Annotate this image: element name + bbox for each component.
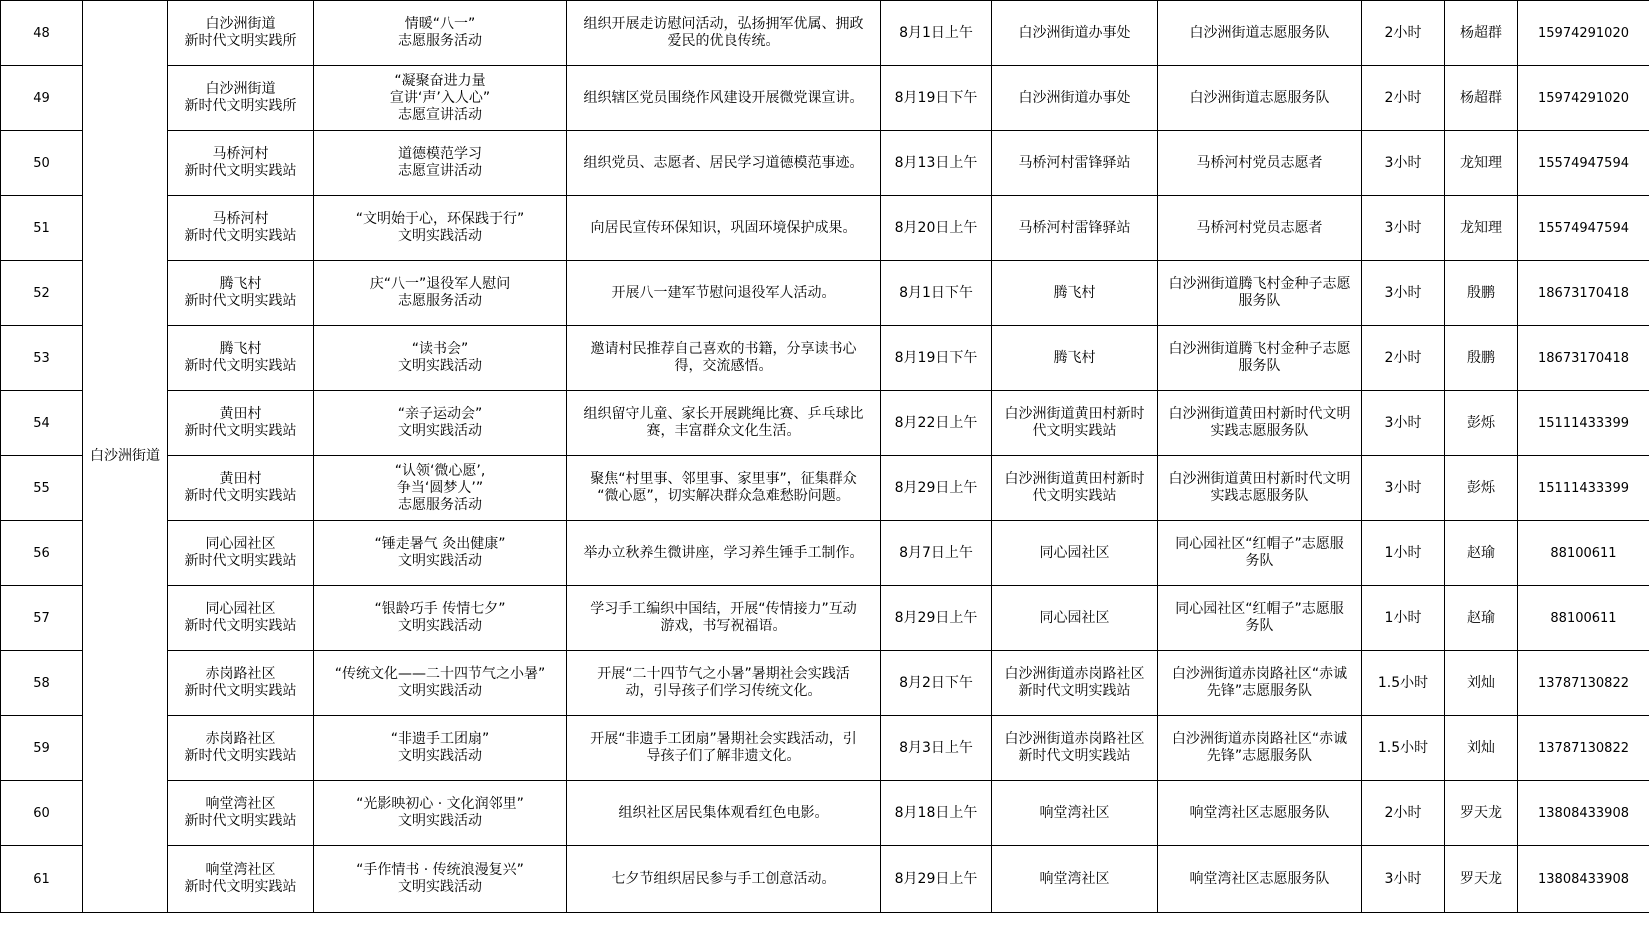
team-cell-line: 响堂湾社区志愿服务队	[1189, 870, 1330, 887]
table-row	[1, 456, 1649, 521]
place-cell	[992, 66, 1158, 131]
content-cell-line: 动，引导孩子们学习传统文化。	[625, 683, 822, 699]
theme-cell	[314, 66, 567, 131]
site-cell-line: 新时代文明实践站	[184, 683, 297, 699]
content-cell	[567, 391, 881, 456]
time-cell: 8月13日上午	[881, 131, 992, 196]
site-cell-line: 马桥河村	[212, 211, 269, 227]
row-number-cell: 56	[1, 521, 83, 586]
content-cell	[567, 716, 881, 781]
theme-cell	[314, 261, 567, 326]
content-cell-line: 开展“非遗手工团扇”暑期社会实践活动，引	[590, 731, 857, 747]
content-cell	[567, 196, 881, 261]
content-cell-line: “微心愿”，切实解决群众急难愁盼问题。	[597, 488, 850, 504]
site-cell-line: 赤岗路社区	[205, 731, 276, 747]
duration-cell: 3小时	[1362, 846, 1445, 913]
content-cell	[567, 326, 881, 391]
row-number-cell: 49	[1, 66, 83, 131]
site-cell-line: 新时代文明实践站	[184, 228, 297, 244]
place-cell-line: 白沙洲街道黄田村新时	[1004, 406, 1145, 422]
time-cell: 8月18日上午	[881, 781, 992, 846]
theme-cell-line: 争当‘圆梦人’”	[396, 479, 484, 496]
place-cell-line: 白沙洲街道黄田村新时	[1004, 471, 1145, 487]
table-row	[1, 521, 1649, 586]
theme-cell	[314, 586, 567, 651]
theme-cell	[314, 391, 567, 456]
team-cell-line: 响堂湾社区志愿服务队	[1189, 804, 1330, 821]
time-cell: 8月1日上午	[881, 1, 992, 66]
time-cell: 8月19日下午	[881, 326, 992, 391]
content-cell-line: 开展八一建军节慰问退役军人活动。	[611, 284, 836, 301]
content-cell-line: 组织辖区党员围绕作风建设开展微党课宣讲。	[583, 89, 864, 106]
content-cell-line: 得，交流感悟。	[674, 358, 773, 374]
district-cell: 白沙洲街道	[83, 1, 168, 913]
time-cell: 8月19日下午	[881, 66, 992, 131]
content-cell-line: 学习手工编织中国结，开展“传情接力”互动	[590, 601, 857, 617]
place-cell	[992, 196, 1158, 261]
content-cell	[567, 456, 881, 521]
contact-cell: 刘灿	[1445, 651, 1518, 716]
place-cell	[992, 261, 1158, 326]
site-cell-line: 赤岗路社区	[205, 666, 276, 682]
content-cell-line: 组织社区居民集体观看红色电影。	[618, 804, 829, 821]
theme-cell-line: 文明实践活动	[398, 813, 482, 829]
place-cell	[992, 456, 1158, 521]
place-cell	[992, 716, 1158, 781]
site-cell	[168, 131, 314, 196]
site-cell	[168, 326, 314, 391]
theme-cell	[314, 716, 567, 781]
site-cell-line: 白沙洲街道	[205, 16, 276, 32]
team-cell	[1158, 586, 1362, 651]
theme-cell	[314, 651, 567, 716]
theme-cell-line: 志愿服务活动	[398, 496, 482, 513]
team-cell	[1158, 261, 1362, 326]
theme-cell-line: “非遗手工团扇”	[390, 731, 490, 747]
theme-cell-line: 志愿服务活动	[398, 293, 482, 309]
team-cell	[1158, 651, 1362, 716]
row-number-cell: 51	[1, 196, 83, 261]
place-cell	[992, 1, 1158, 66]
theme-cell-line: 文明实践活动	[398, 618, 482, 634]
content-cell-line: 游戏，书写祝福语。	[660, 618, 787, 634]
theme-cell-line: “文明始于心，环保践于行”	[355, 211, 525, 227]
place-cell-line: 白沙洲街道办事处	[1018, 89, 1131, 106]
site-cell-line: 新时代文明实践站	[184, 358, 297, 374]
team-cell-line: 同心园社区“红帽子”志愿服	[1175, 601, 1344, 617]
theme-cell	[314, 326, 567, 391]
time-cell: 8月29日上午	[881, 846, 992, 913]
table-row	[1, 196, 1649, 261]
theme-cell-line: “银龄巧手 传情七夕”	[374, 601, 506, 617]
site-cell-line: 马桥河村	[212, 146, 269, 162]
team-cell-line: 同心园社区“红帽子”志愿服	[1175, 536, 1344, 552]
duration-cell: 2小时	[1362, 1, 1445, 66]
table-row	[1, 1, 1649, 66]
place-cell	[992, 326, 1158, 391]
team-cell-line: 白沙洲街道腾飞村金种子志愿	[1168, 341, 1351, 357]
theme-cell	[314, 521, 567, 586]
theme-cell-line: 庆“八一”退役军人慰问	[369, 276, 511, 292]
team-cell-line: 白沙洲街道黄田村新时代文明	[1168, 406, 1351, 422]
theme-cell	[314, 456, 567, 521]
theme-cell-line: “读书会”	[411, 341, 469, 357]
team-cell-line: 白沙洲街道腾飞村金种子志愿	[1168, 276, 1351, 292]
row-number-cell: 53	[1, 326, 83, 391]
team-cell-line: 务队	[1245, 618, 1274, 634]
site-cell	[168, 716, 314, 781]
contact-cell: 殷鹏	[1445, 326, 1518, 391]
contact-cell: 彭烁	[1445, 391, 1518, 456]
table-row	[1, 131, 1649, 196]
duration-cell: 1小时	[1362, 586, 1445, 651]
place-cell-line: 腾飞村	[1053, 284, 1096, 301]
content-cell-line: 组织开展走访慰问活动，弘扬拥军优属、拥政	[583, 16, 864, 32]
site-cell-line: 腾飞村	[219, 341, 262, 357]
duration-cell: 3小时	[1362, 456, 1445, 521]
theme-cell-line: “光影映初心 · 文化润邻里”	[356, 796, 524, 812]
contact-cell: 杨超群	[1445, 66, 1518, 131]
content-cell	[567, 846, 881, 913]
site-cell-line: 响堂湾社区	[205, 796, 276, 812]
site-cell-line: 响堂湾社区	[205, 862, 276, 878]
team-cell-line: 白沙洲街道志愿服务队	[1189, 89, 1330, 106]
contact-cell: 龙知理	[1445, 131, 1518, 196]
place-cell	[992, 391, 1158, 456]
table-row	[1, 391, 1649, 456]
time-cell: 8月20日上午	[881, 196, 992, 261]
site-cell	[168, 391, 314, 456]
contact-cell: 罗天龙	[1445, 846, 1518, 913]
site-cell	[168, 521, 314, 586]
duration-cell: 1小时	[1362, 521, 1445, 586]
team-cell	[1158, 131, 1362, 196]
theme-cell-line: 文明实践活动	[398, 748, 482, 764]
content-cell-line: 开展“二十四节气之小暑”暑期社会实践活	[597, 666, 850, 682]
row-number-cell: 55	[1, 456, 83, 521]
table-row	[1, 781, 1649, 846]
team-cell	[1158, 326, 1362, 391]
place-cell	[992, 651, 1158, 716]
content-cell	[567, 66, 881, 131]
team-cell	[1158, 456, 1362, 521]
team-cell-line: 服务队	[1238, 358, 1281, 374]
team-cell	[1158, 521, 1362, 586]
theme-cell-line: 志愿宣讲活动	[398, 106, 482, 123]
phone-cell: 18673170418	[1518, 326, 1649, 391]
content-cell-line: 导孩子们了解非遗文化。	[646, 748, 801, 764]
content-cell-line: 组织留守儿童、家长开展跳绳比赛、乒乓球比	[583, 406, 864, 422]
theme-cell-line: 文明实践活动	[398, 228, 482, 244]
duration-cell: 1.5小时	[1362, 716, 1445, 781]
theme-cell-line: “亲子运动会”	[397, 406, 483, 422]
table-row	[1, 716, 1649, 781]
table-row	[1, 586, 1649, 651]
content-cell-line: 赛，丰富群众文化生活。	[646, 423, 801, 439]
contact-cell: 彭烁	[1445, 456, 1518, 521]
site-cell-line: 同心园社区	[205, 601, 276, 617]
site-cell-line: 新时代文明实践站	[184, 488, 297, 504]
place-cell-line: 代文明实践站	[1032, 423, 1117, 439]
team-cell	[1158, 66, 1362, 131]
contact-cell: 殷鹏	[1445, 261, 1518, 326]
phone-cell: 15574947594	[1518, 131, 1649, 196]
place-cell	[992, 781, 1158, 846]
site-cell-line: 新时代文明实践站	[184, 423, 297, 439]
theme-cell-line: “手作情书 · 传统浪漫复兴”	[356, 862, 524, 878]
team-cell	[1158, 781, 1362, 846]
theme-cell	[314, 131, 567, 196]
content-cell	[567, 651, 881, 716]
team-cell-line: 马桥河村党员志愿者	[1196, 219, 1323, 236]
site-cell-line: 腾飞村	[219, 276, 262, 292]
table-row	[1, 66, 1649, 131]
site-cell	[168, 586, 314, 651]
phone-cell: 13787130822	[1518, 651, 1649, 716]
phone-cell: 88100611	[1518, 521, 1649, 586]
row-number-cell: 54	[1, 391, 83, 456]
row-number-cell: 58	[1, 651, 83, 716]
theme-cell-line: “凝聚奋进力量	[394, 72, 486, 89]
content-cell-line: 组织党员、志愿者、居民学习道德模范事迹。	[583, 154, 864, 171]
time-cell: 8月22日上午	[881, 391, 992, 456]
phone-cell: 15111433399	[1518, 456, 1649, 521]
phone-cell: 15974291020	[1518, 66, 1649, 131]
place-cell-line: 腾飞村	[1053, 349, 1096, 366]
row-number-cell: 57	[1, 586, 83, 651]
content-cell-line: 邀请村民推荐自己喜欢的书籍，分享读书心	[590, 341, 857, 357]
row-number-cell: 60	[1, 781, 83, 846]
time-cell: 8月3日上午	[881, 716, 992, 781]
team-cell-line: 实践志愿服务队	[1210, 488, 1309, 504]
content-cell-line: 爱民的优良传统。	[667, 33, 780, 49]
site-cell-line: 新时代文明实践站	[184, 879, 297, 895]
theme-cell	[314, 781, 567, 846]
site-cell-line: 新时代文明实践所	[184, 98, 297, 114]
table-row	[1, 261, 1649, 326]
phone-cell: 15574947594	[1518, 196, 1649, 261]
duration-cell: 3小时	[1362, 261, 1445, 326]
team-cell-line: 务队	[1245, 553, 1274, 569]
site-cell-line: 同心园社区	[205, 536, 276, 552]
content-cell	[567, 131, 881, 196]
site-cell-line: 黄田村	[219, 406, 262, 422]
phone-cell: 13787130822	[1518, 716, 1649, 781]
contact-cell: 罗天龙	[1445, 781, 1518, 846]
site-cell	[168, 1, 314, 66]
phone-cell: 88100611	[1518, 586, 1649, 651]
row-number-cell: 52	[1, 261, 83, 326]
content-cell-line: 七夕节组织居民参与手工创意活动。	[611, 870, 836, 887]
theme-cell-line: “认领‘微心愿’,	[394, 462, 486, 479]
table-row	[1, 326, 1649, 391]
team-cell	[1158, 196, 1362, 261]
team-cell	[1158, 391, 1362, 456]
place-cell-line: 马桥河村雷锋驿站	[1018, 154, 1131, 171]
place-cell-line: 新时代文明实践站	[1018, 748, 1131, 764]
contact-cell: 龙知理	[1445, 196, 1518, 261]
table-row	[1, 651, 1649, 716]
theme-cell-line: 道德模范学习	[398, 146, 482, 162]
content-cell-line: 举办立秋养生微讲座，学习养生锤手工制作。	[583, 544, 864, 561]
theme-cell-line: 文明实践活动	[398, 358, 482, 374]
content-cell	[567, 586, 881, 651]
team-cell-line: 先锋”志愿服务队	[1206, 683, 1313, 699]
content-cell	[567, 1, 881, 66]
site-cell	[168, 456, 314, 521]
place-cell	[992, 846, 1158, 913]
place-cell-line: 同心园社区	[1039, 544, 1110, 561]
site-cell-line: 新时代文明实践站	[184, 293, 297, 309]
theme-cell	[314, 1, 567, 66]
theme-cell-line: 志愿服务活动	[398, 33, 482, 49]
site-cell-line: 新时代文明实践站	[184, 553, 297, 569]
duration-cell: 3小时	[1362, 131, 1445, 196]
team-cell-line: 白沙洲街道志愿服务队	[1189, 24, 1330, 41]
theme-cell-line: “锤走暑气 灸出健康”	[374, 536, 506, 552]
duration-cell: 1.5小时	[1362, 651, 1445, 716]
phone-cell: 13808433908	[1518, 781, 1649, 846]
duration-cell: 2小时	[1362, 781, 1445, 846]
theme-cell-line: 宣讲‘声’入人心”	[389, 89, 491, 106]
site-cell	[168, 846, 314, 913]
place-cell	[992, 586, 1158, 651]
row-number-cell: 61	[1, 846, 83, 913]
place-cell-line: 同心园社区	[1039, 609, 1110, 626]
site-cell	[168, 196, 314, 261]
site-cell	[168, 651, 314, 716]
phone-cell: 13808433908	[1518, 846, 1649, 913]
content-cell	[567, 261, 881, 326]
place-cell-line: 马桥河村雷锋驿站	[1018, 219, 1131, 236]
place-cell-line: 新时代文明实践站	[1018, 683, 1131, 699]
theme-cell-line: 文明实践活动	[398, 423, 482, 439]
contact-cell: 赵瑜	[1445, 521, 1518, 586]
time-cell: 8月29日上午	[881, 586, 992, 651]
time-cell: 8月2日下午	[881, 651, 992, 716]
table-row	[1, 846, 1649, 913]
duration-cell: 3小时	[1362, 196, 1445, 261]
team-cell-line: 先锋”志愿服务队	[1206, 748, 1313, 764]
site-cell-line: 新时代文明实践站	[184, 618, 297, 634]
site-cell-line: 黄田村	[219, 471, 262, 487]
site-cell-line: 新时代文明实践站	[184, 163, 297, 179]
place-cell-line: 响堂湾社区	[1039, 804, 1110, 821]
site-cell-line: 白沙洲街道	[205, 81, 276, 97]
team-cell-line: 白沙洲街道黄田村新时代文明	[1168, 471, 1351, 487]
contact-cell: 杨超群	[1445, 1, 1518, 66]
content-cell	[567, 781, 881, 846]
theme-cell-line: 文明实践活动	[398, 879, 482, 895]
team-cell	[1158, 1, 1362, 66]
duration-cell: 3小时	[1362, 391, 1445, 456]
team-cell-line: 白沙洲街道赤岗路社区“赤诚	[1171, 666, 1348, 682]
team-cell-line: 实践志愿服务队	[1210, 423, 1309, 439]
place-cell-line: 代文明实践站	[1032, 488, 1117, 504]
place-cell	[992, 131, 1158, 196]
row-number-cell: 50	[1, 131, 83, 196]
theme-cell	[314, 846, 567, 913]
time-cell: 8月7日上午	[881, 521, 992, 586]
theme-cell	[314, 196, 567, 261]
site-cell-line: 新时代文明实践站	[184, 748, 297, 764]
site-cell-line: 新时代文明实践所	[184, 33, 297, 49]
table-body	[1, 1, 1649, 913]
site-cell	[168, 261, 314, 326]
duration-cell: 2小时	[1362, 66, 1445, 131]
theme-cell-line: 文明实践活动	[398, 553, 482, 569]
phone-cell: 15111433399	[1518, 391, 1649, 456]
content-cell	[567, 521, 881, 586]
place-cell-line: 白沙洲街道赤岗路社区	[1004, 731, 1145, 747]
theme-cell-line: 志愿宣讲活动	[398, 163, 482, 179]
content-cell-line: 聚焦“村里事、邻里事、家里事”，征集群众	[590, 471, 857, 487]
content-cell-line: 向居民宣传环保知识，巩固环境保护成果。	[590, 219, 857, 236]
theme-cell-line: 文明实践活动	[398, 683, 482, 699]
time-cell: 8月29日上午	[881, 456, 992, 521]
row-number-cell: 48	[1, 1, 83, 66]
duration-cell: 2小时	[1362, 326, 1445, 391]
phone-cell: 15974291020	[1518, 1, 1649, 66]
site-cell	[168, 781, 314, 846]
theme-cell-line: 情暖“八一”	[404, 16, 476, 32]
place-cell-line: 白沙洲街道赤岗路社区	[1004, 666, 1145, 682]
team-cell	[1158, 846, 1362, 913]
theme-cell-line: “传统文化——二十四节气之小暑”	[334, 666, 546, 682]
team-cell-line: 白沙洲街道赤岗路社区“赤诚	[1171, 731, 1348, 747]
row-number-cell: 59	[1, 716, 83, 781]
time-cell: 8月1日下午	[881, 261, 992, 326]
site-cell	[168, 66, 314, 131]
team-cell	[1158, 716, 1362, 781]
place-cell-line: 白沙洲街道办事处	[1018, 24, 1131, 41]
contact-cell: 刘灿	[1445, 716, 1518, 781]
phone-cell: 18673170418	[1518, 261, 1649, 326]
contact-cell: 赵瑜	[1445, 586, 1518, 651]
site-cell-line: 新时代文明实践站	[184, 813, 297, 829]
team-cell-line: 服务队	[1238, 293, 1281, 309]
team-cell-line: 马桥河村党员志愿者	[1196, 154, 1323, 171]
place-cell	[992, 521, 1158, 586]
place-cell-line: 响堂湾社区	[1039, 870, 1110, 887]
